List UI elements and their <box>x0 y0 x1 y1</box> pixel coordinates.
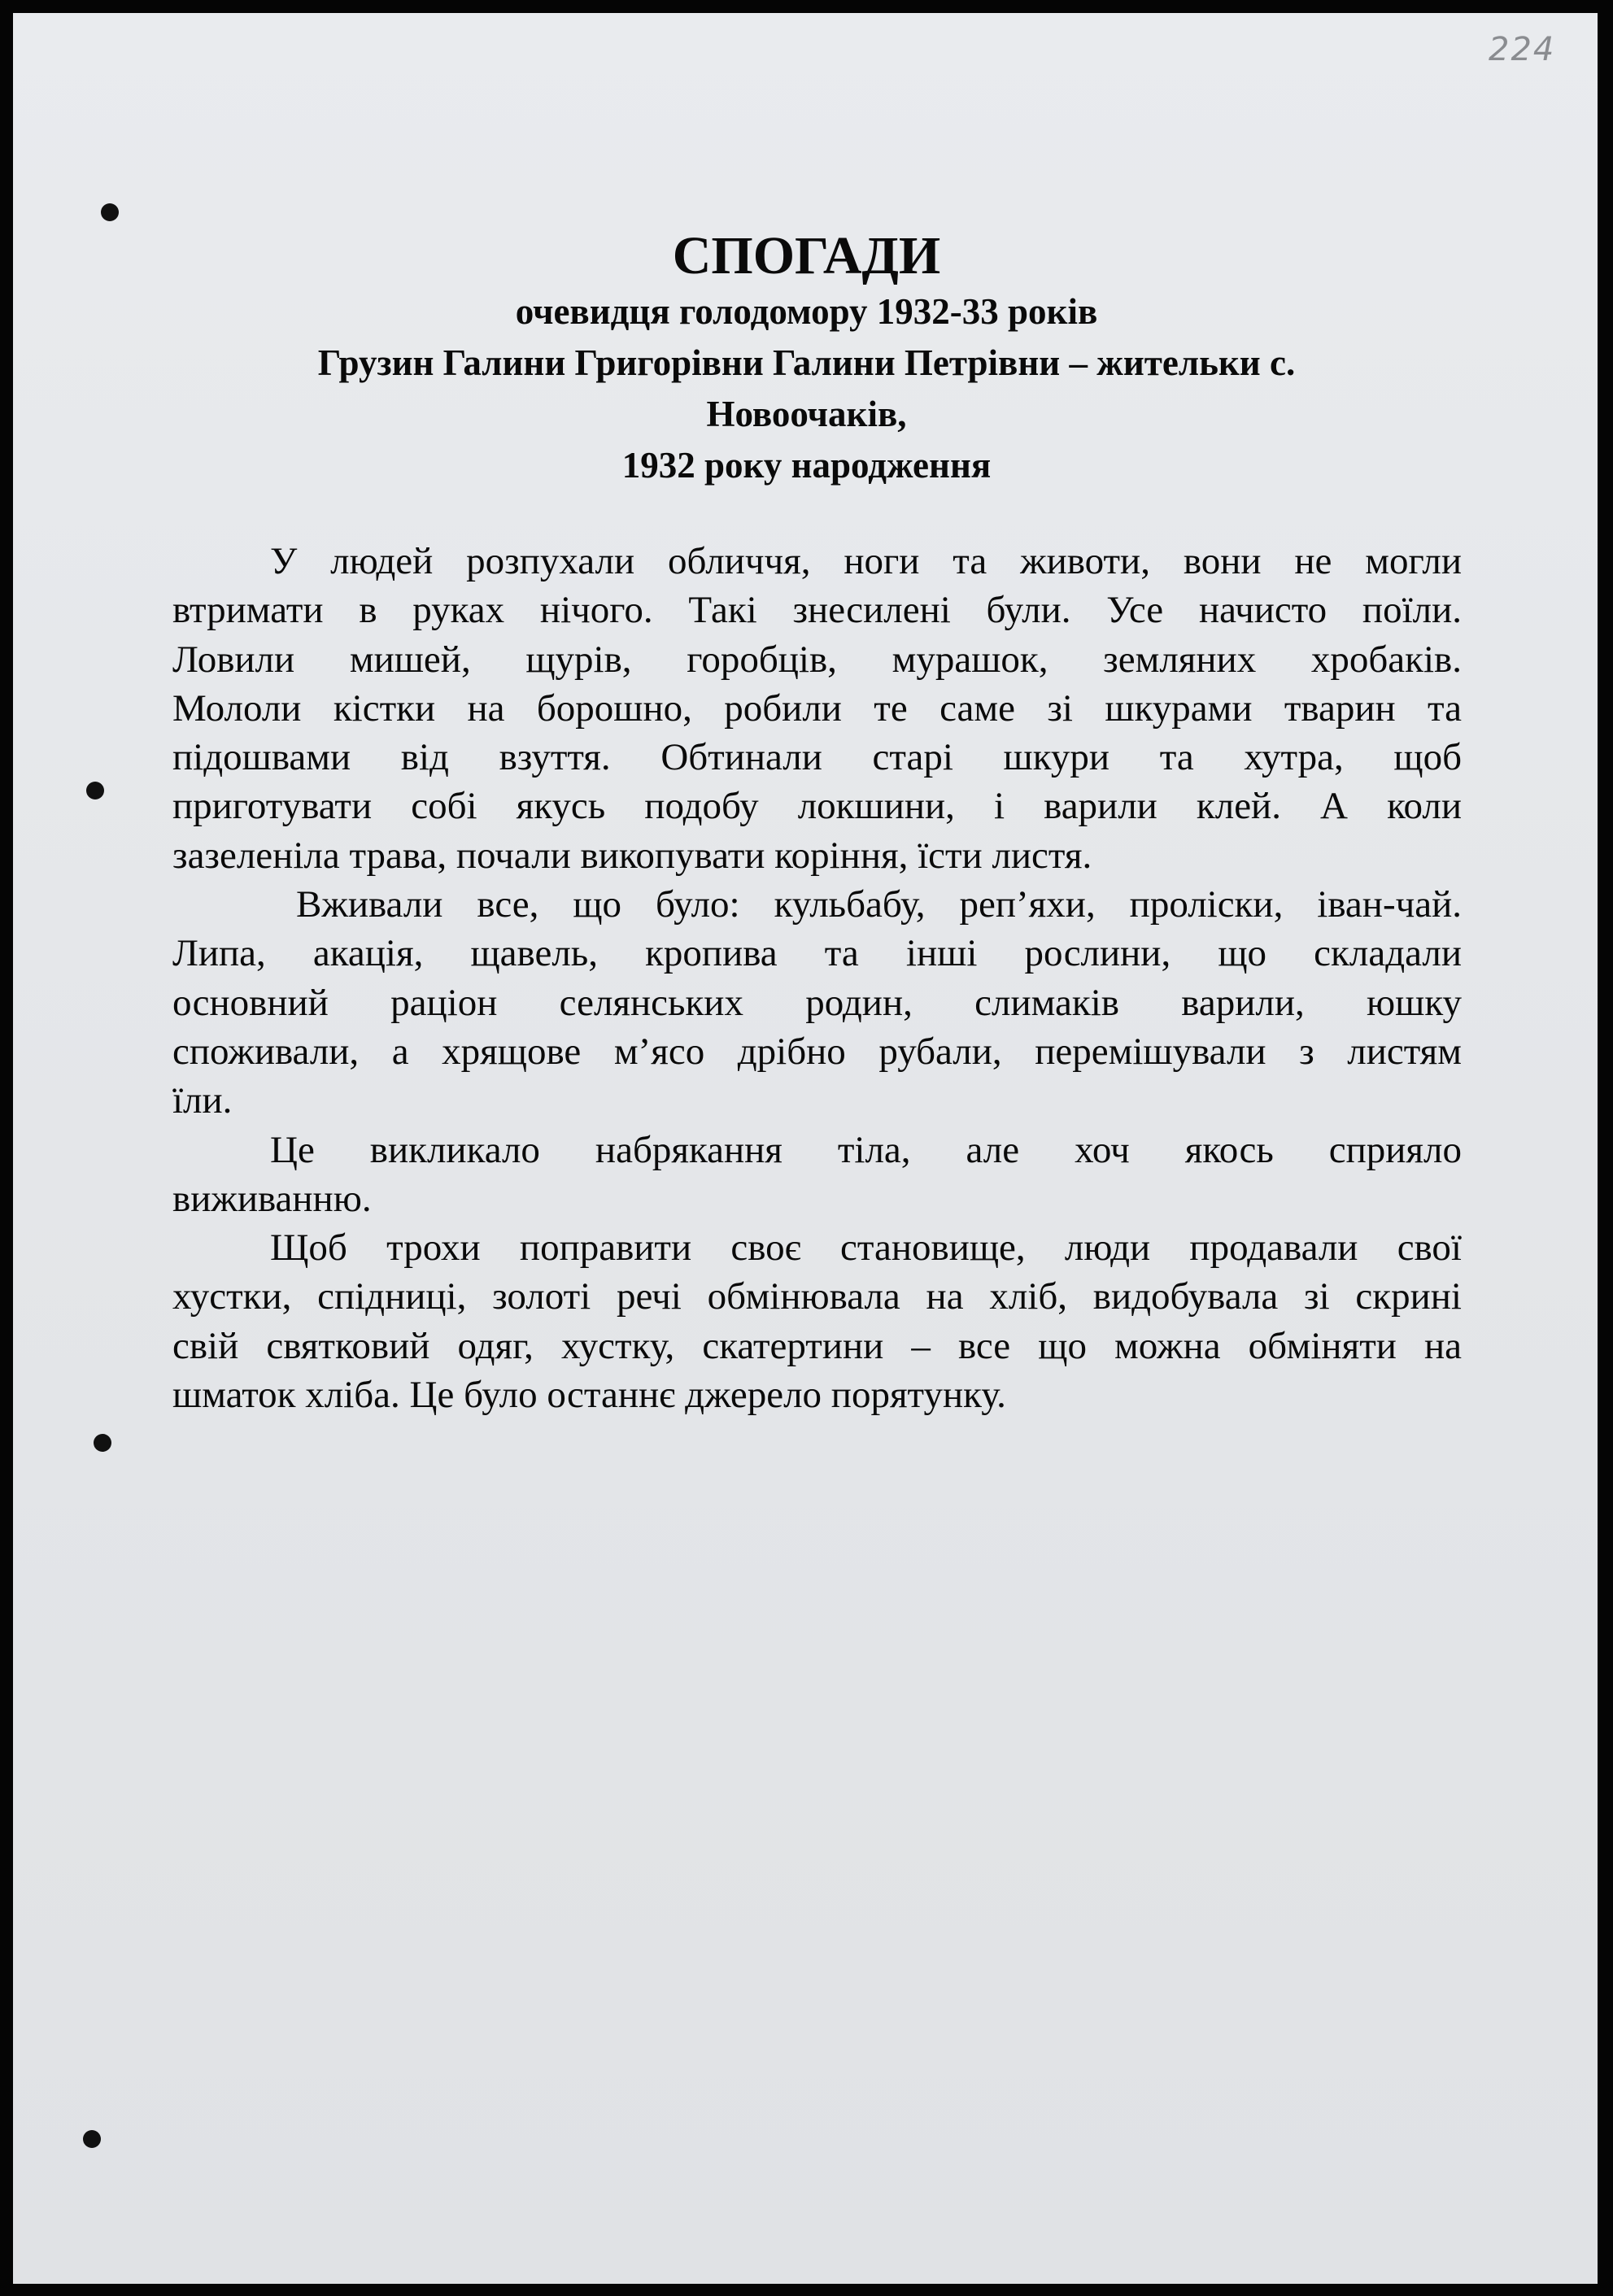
document-body <box>172 537 1462 1419</box>
text-line: свій святковий одяг, хустку, скатертини – все що можна обміняти на <box>172 1324 1462 1367</box>
punch-hole <box>86 782 104 799</box>
punch-hole <box>94 1434 111 1452</box>
subtitle-line: Грузин Галини Григорівни Галини Петрівни – жительки с. <box>317 342 1296 383</box>
document-subtitle <box>0 286 1613 491</box>
text-line: приготувати собі якусь подобу локшини, і варили клей. А коли <box>172 785 1462 828</box>
text-line: їли. <box>172 1079 233 1122</box>
paragraph <box>172 537 1462 880</box>
text-line: Вживали все, що було: кульбабу, реп’яхи, проліски, іван-чай. <box>296 883 1462 926</box>
handwritten-page-number: 224 <box>1489 31 1556 68</box>
subtitle-line: очевидця голодомору 1932-33 років <box>515 291 1098 332</box>
document-title: СПОГАДИ <box>672 226 941 285</box>
paragraph <box>172 1126 1462 1224</box>
text-line: Щоб трохи поправити своє становище, люди продавали свої <box>270 1226 1462 1270</box>
text-line: підошвами від взуття. Обтинали старі шкури та хутра, щоб <box>172 736 1462 779</box>
paragraph <box>172 1223 1462 1419</box>
subtitle-line: 1932 року народження <box>621 445 992 486</box>
text-line: споживали, а хрящове м’ясо дрібно рубали, перемішували з листям <box>172 1030 1462 1073</box>
punch-hole <box>101 203 119 221</box>
text-line: Це викликало набрякання тіла, але хоч якось сприяло <box>270 1128 1462 1171</box>
paragraph <box>172 880 1462 1125</box>
text-line: втримати в руках нічого. Такі знесилені були. Усе начисто поїли. <box>172 589 1462 632</box>
punch-hole <box>83 2130 101 2148</box>
subtitle-line: Новоочаків, <box>706 394 907 434</box>
text-line: Мололи кістки на борошно, робили те саме зі шкурами тварин та <box>172 686 1462 730</box>
text-line: У людей розпухали обличчя, ноги та животи, вони не могли <box>270 540 1462 582</box>
text-line: основний раціон селянських родин, слимаків варили, юшку <box>172 981 1462 1024</box>
text-line: Ловили мишей, щурів, горобців, мурашок, земляних хробаків. <box>172 638 1462 681</box>
text-line: шматок хліба. Це було останнє джерело порятунку. <box>172 1374 1006 1417</box>
text-line: Липа, акація, щавель, кропива та інші рослини, що складали <box>172 932 1462 975</box>
text-line: хустки, спідниці, золоті речі обмінювала на хліб, видобувала зі скрині <box>172 1275 1462 1318</box>
text-line: зазеленіла трава, почали викопувати коріння, їсти листя. <box>172 834 1092 877</box>
text-line: виживанню. <box>172 1177 372 1220</box>
